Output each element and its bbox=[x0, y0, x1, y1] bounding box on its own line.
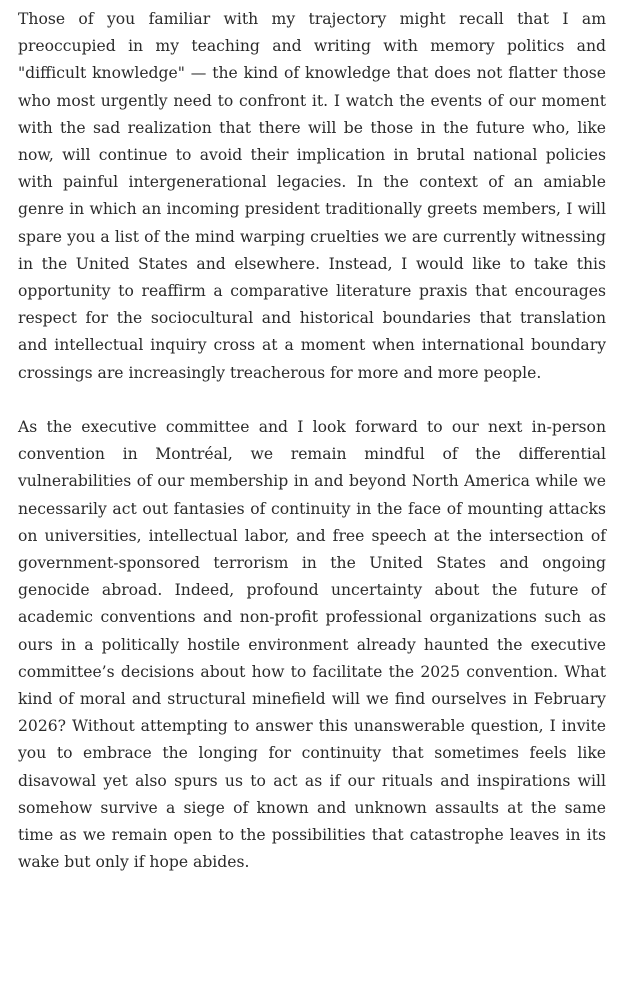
paragraph-1: Those of you familiar with my trajectory might recall that I am preoccupied in my teaching and writing with memory politics and "difficult knowledge" — the kind of knowledge that does not flatter those who most urgently need to confront it. I watch the events of our moment with the sad realization that there will be those in the future who, like now, will continue to avoid their implication in brutal national policies with painful intergenerational legacies. In the context of an amiable genre in which an incoming president traditionally greets members, I will spare you a list of the mind warping cruelties we are currently witnessing in the United States and elsewhere. Instead, I would like to take this opportunity to reaffirm a comparative literature praxis that encourages respect for the sociocultural and historical boundaries that translation and intellectual inquiry cross at a moment when international boundary crossings are increasingly treacherous for more and more people. bbox=[18, 10, 606, 382]
paragraph-2: As the executive committee and I look forward to our next in-person convention in Montréal, we remain mindful of the differential vulnerabilities of our membership in and beyond North America while we necessarily act out fantasies of continuity in the face of mounting attacks on universities, intellectual labor, and free speech at the intersection of government-sponsored terrorism in the United States and ongoing genocide abroad. Indeed, profound uncertainty about the future of academic conventions and non-profit professional organizations such as ours in a politically hostile environment already haunted the executive committee’s decisions about how to facilitate the 2025 convention. What kind of moral and structural minefield will we find ourselves in February 2026? Without attempting to answer this unanswerable question, I invite you to embrace the longing for continuity that sometimes feels like disavowal yet also spurs us to act as if our rituals and inspirations will somehow survive a siege of known and unknown assaults at the same time as we remain open to the possibilities that catastrophe leaves in its wake but only if hope abides. bbox=[18, 418, 606, 872]
document-body bbox=[18, 6, 606, 876]
